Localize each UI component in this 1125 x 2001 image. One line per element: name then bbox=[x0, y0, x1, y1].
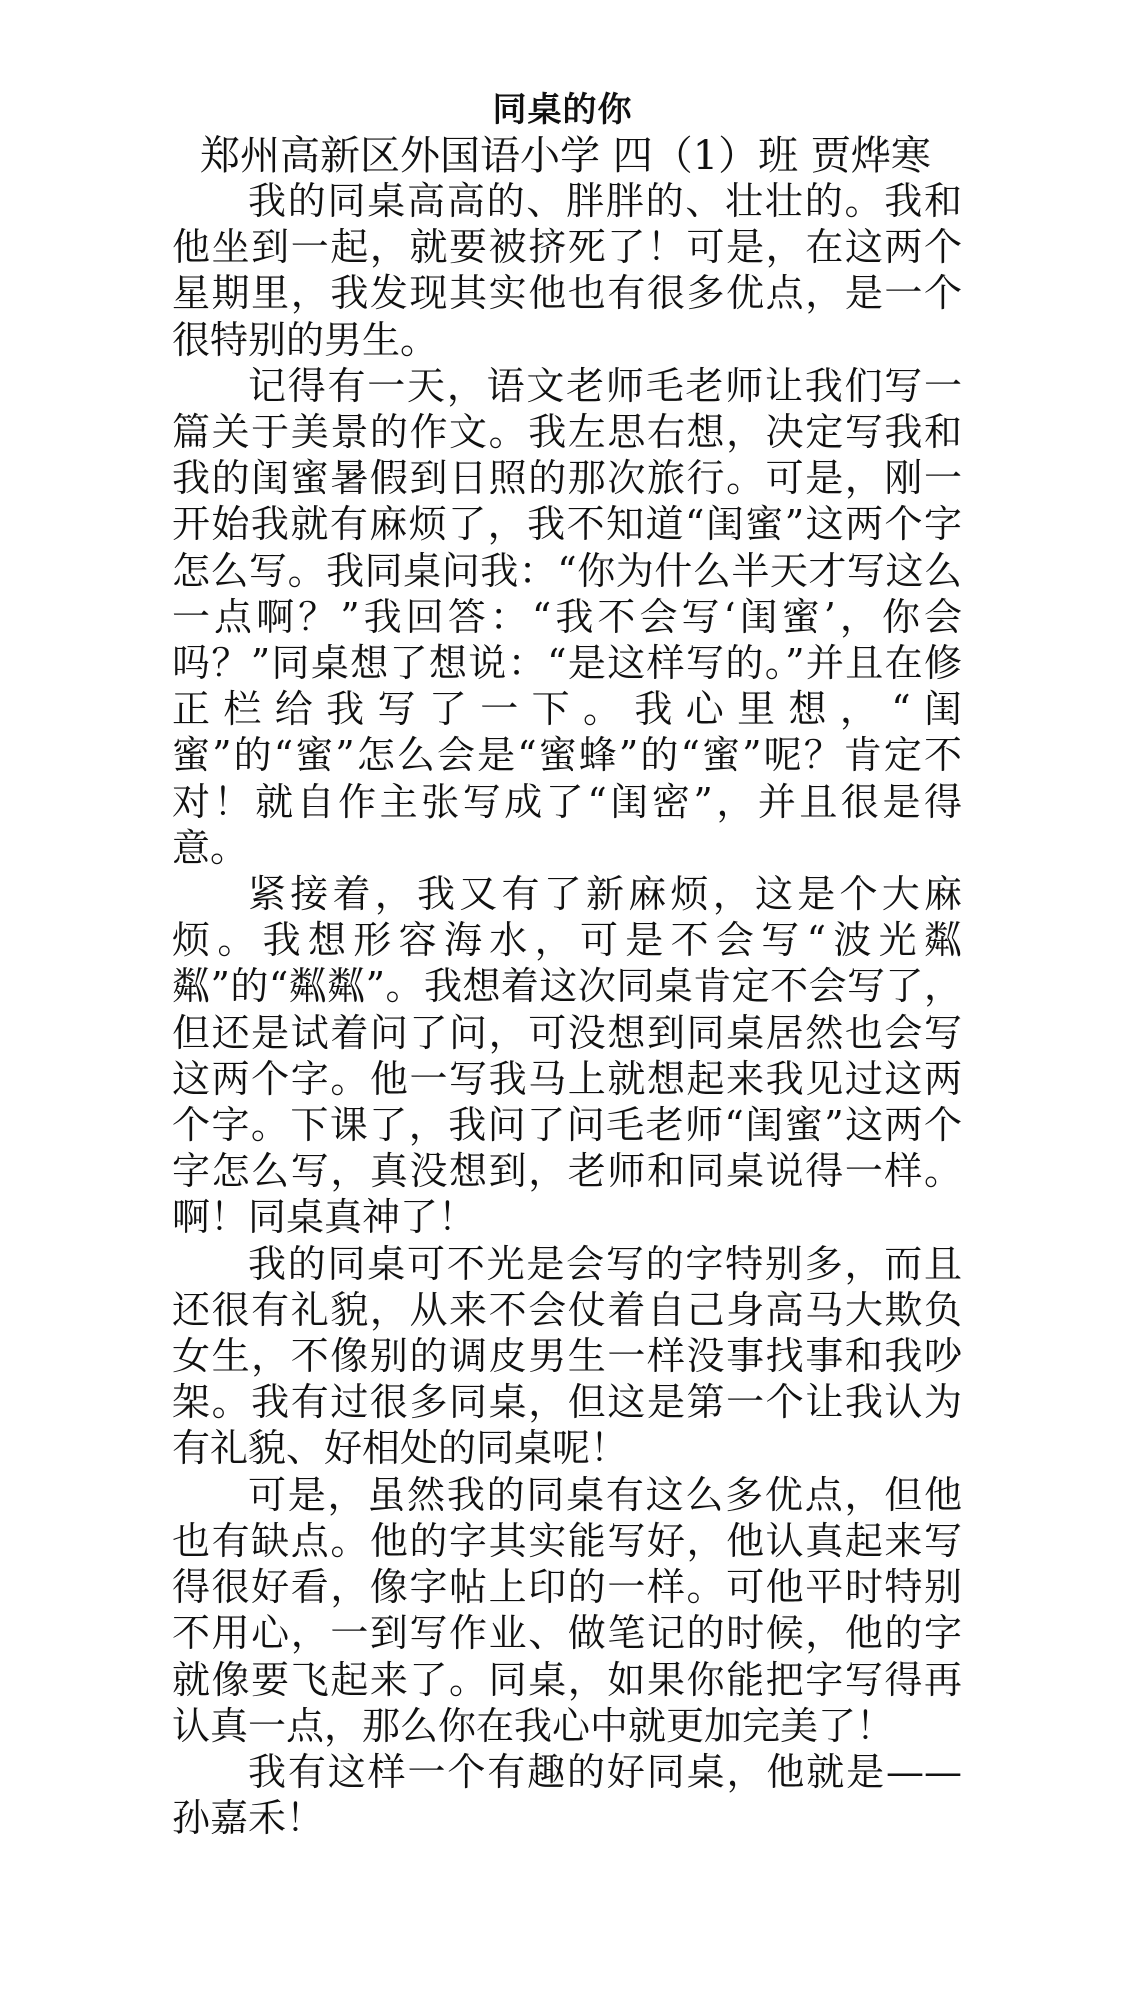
paragraph-2: 记得有一天，语文老师毛老师让我们写一篇关于美景的作文。我左思右想，决定写我和我的闺蜜暑假到日照的那次旅行。可是，刚一开始我就有麻烦了，我不知道“闺蜜”这两个字怎么写。我同桌问我：“你为什么半天才写这么一点啊？”我回答：“我不会写‘闺蜜’，你会吗？”同桌想了想说：“是这样写的。”并且在修正栏给我写了一下。我心里想，“闺蜜”的“蜜”怎么会是“蜜蜂”的“蜜”呢？肯定不对！就自作主张写成了“闺密”，并且很是得意。 bbox=[172, 363, 962, 870]
paragraph-4: 我的同桌可不光是会写的字特别多，而且还很有礼貌，从来不会仗着自己身高马大欺负女生，不像别的调皮男生一样没事找事和我吵架。我有过很多同桌，但这是第一个让我认为有礼貌、好相处的同桌呢！ bbox=[172, 1241, 962, 1471]
paragraph-1: 我的同桌高高的、胖胖的、壮壮的。我和他坐到一起，就要被挤死了！可是，在这两个星期里，我发现其实他也有很多优点，是一个很特别的男生。 bbox=[172, 179, 962, 362]
paragraph-3: 紧接着，我又有了新麻烦，这是个大麻烦。我想形容海水，可是不会写“波光粼粼”的“粼粼”。我想着这次同桌肯定不会写了，但还是试着问了问，可没想到同桌居然也会写这两个字。他一写我马上就想起来我见过这两个字。下课了，我问了问毛老师“闺蜜”这两个字怎么写，真没想到，老师和同桌说得一样。啊！同桌真神了！ bbox=[172, 872, 962, 1240]
essay-title: 同桌的你 bbox=[492, 90, 633, 130]
author-byline: 郑州高新区外国语小学 四（1）班 贾烨寒 bbox=[200, 133, 931, 179]
essay-body bbox=[172, 178, 962, 1841]
paragraph-5: 可是，虽然我的同桌有这么多优点，但他也有缺点。他的字其实能写好，他认真起来写得很好看，像字帖上印的一样。可他平时特别不用心，一到写作业、做笔记的时候，他的字就像要飞起来了。同桌，如果你能把字写得再认真一点，那么你在我心中就更加完美了！ bbox=[172, 1472, 962, 1748]
paragraph-6: 我有这样一个有趣的好同桌，他就是——孙嘉禾！ bbox=[172, 1749, 962, 1841]
